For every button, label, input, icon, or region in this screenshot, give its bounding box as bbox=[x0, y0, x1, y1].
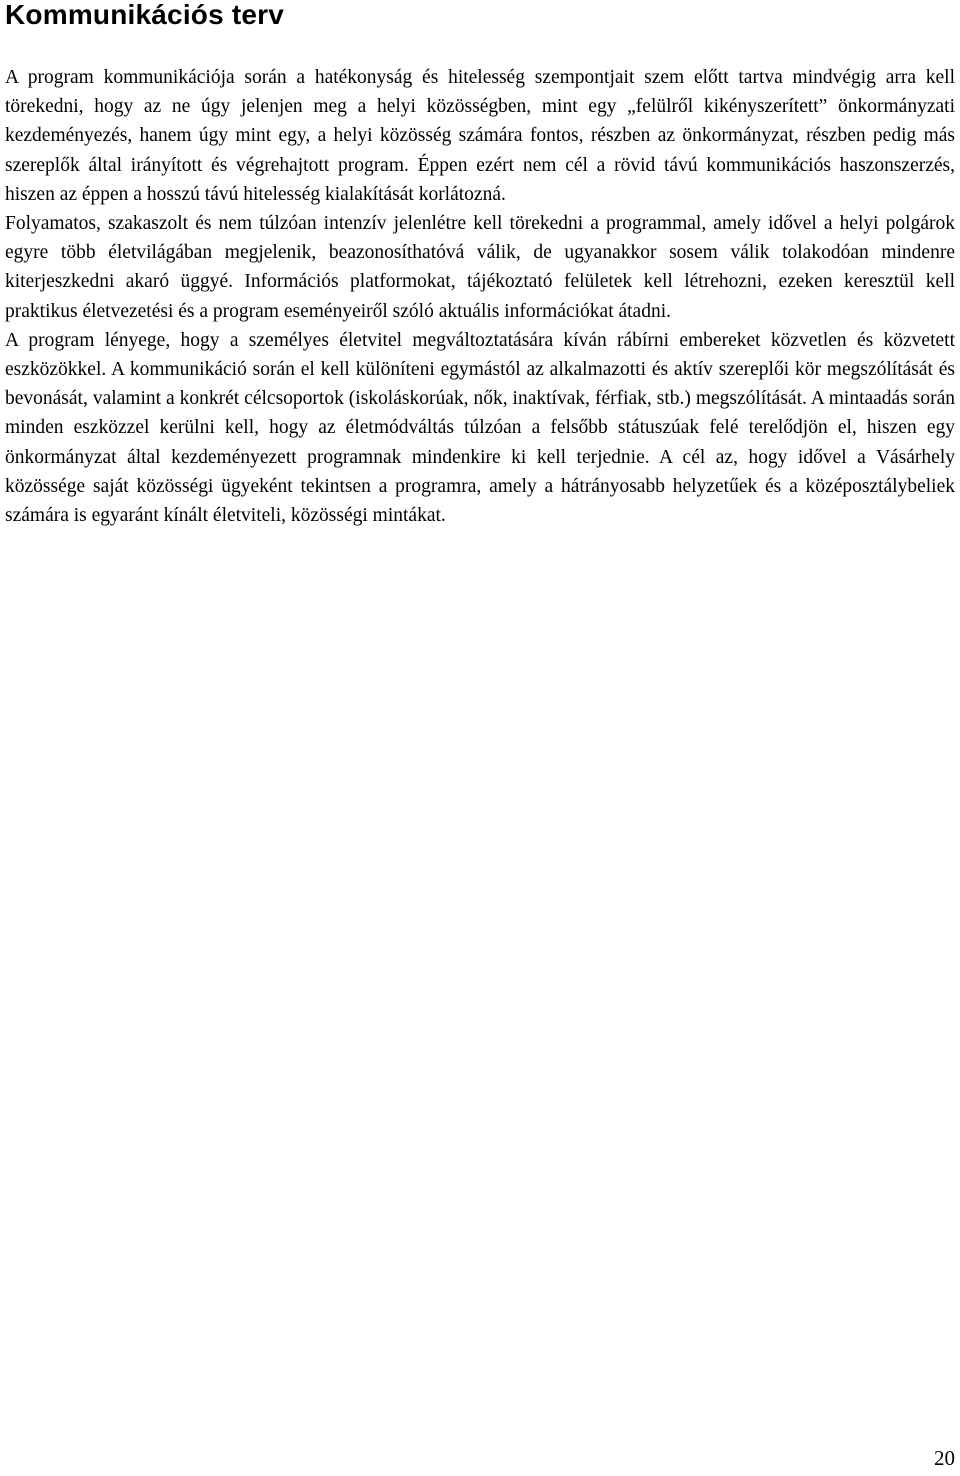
document-body bbox=[5, 63, 955, 530]
page-number: 20 bbox=[934, 1446, 955, 1470]
paragraph: A program kommunikációja során a hatékonyság és hitelesség szempontjait szem előtt tartva mindvégig arra kell törekedni, hogy az ne úgy jelenjen meg a helyi közösségben, mint egy „felülről kikényszerített” önkormányzati kezdeményezés, hanem úgy mint egy, a helyi közösség számára fontos, részben az önkormányzat, részben pedig más szereplők által irányított és végrehajtott program. Éppen ezért nem cél a rövid távú kommunikációs haszonszerzés, hiszen az éppen a hosszú távú hitelesség kialakítását korlátozná. bbox=[5, 67, 955, 205]
paragraph: A program lényege, hogy a személyes életvitel megváltoztatására kíván rábírni embereket közvetlen és közvetett eszközökkel. A kommunikáció során el kell különíteni egymástól az alkalmazotti és aktív szereplői kör megszólítását és bevonását, valamint a konkrét célcsoportok (iskoláskorúak, nők, inaktívak, férfiak, stb.) megszólítását. A mintaadás során minden eszközzel kerülni kell, hogy az életmódváltás túlzóan a felsőbb státuszúak felé terelődjön el, hiszen egy önkormányzat által kezdeményezett programnak mindenkire ki kell terjednie. A cél az, hogy idővel a Vásárhely közössége saját közösségi ügyeként tekintsen a programra, amely a hátrányosabb helyzetűek és a középosztálybeliek számára is egyaránt kínált életviteli, közösségi mintákat. bbox=[5, 329, 955, 527]
paragraph: Folyamatos, szakaszolt és nem túlzóan intenzív jelenlétre kell törekedni a programmal, amely idővel a helyi polgárok egyre több életvilágában megjelenik, beazonosíthatóvá válik, de ugyanakkor sosem válik tolakodóan mindenre kiterjeszkedni akaró üggyé. Információs platformokat, tájékoztató felületek kell létrehozni, ezeken keresztül kell praktikus életvezetési és a program eseményeiről szóló aktuális információkat átadni. bbox=[5, 213, 955, 322]
page-title: Kommunikációs terv bbox=[5, 0, 285, 30]
